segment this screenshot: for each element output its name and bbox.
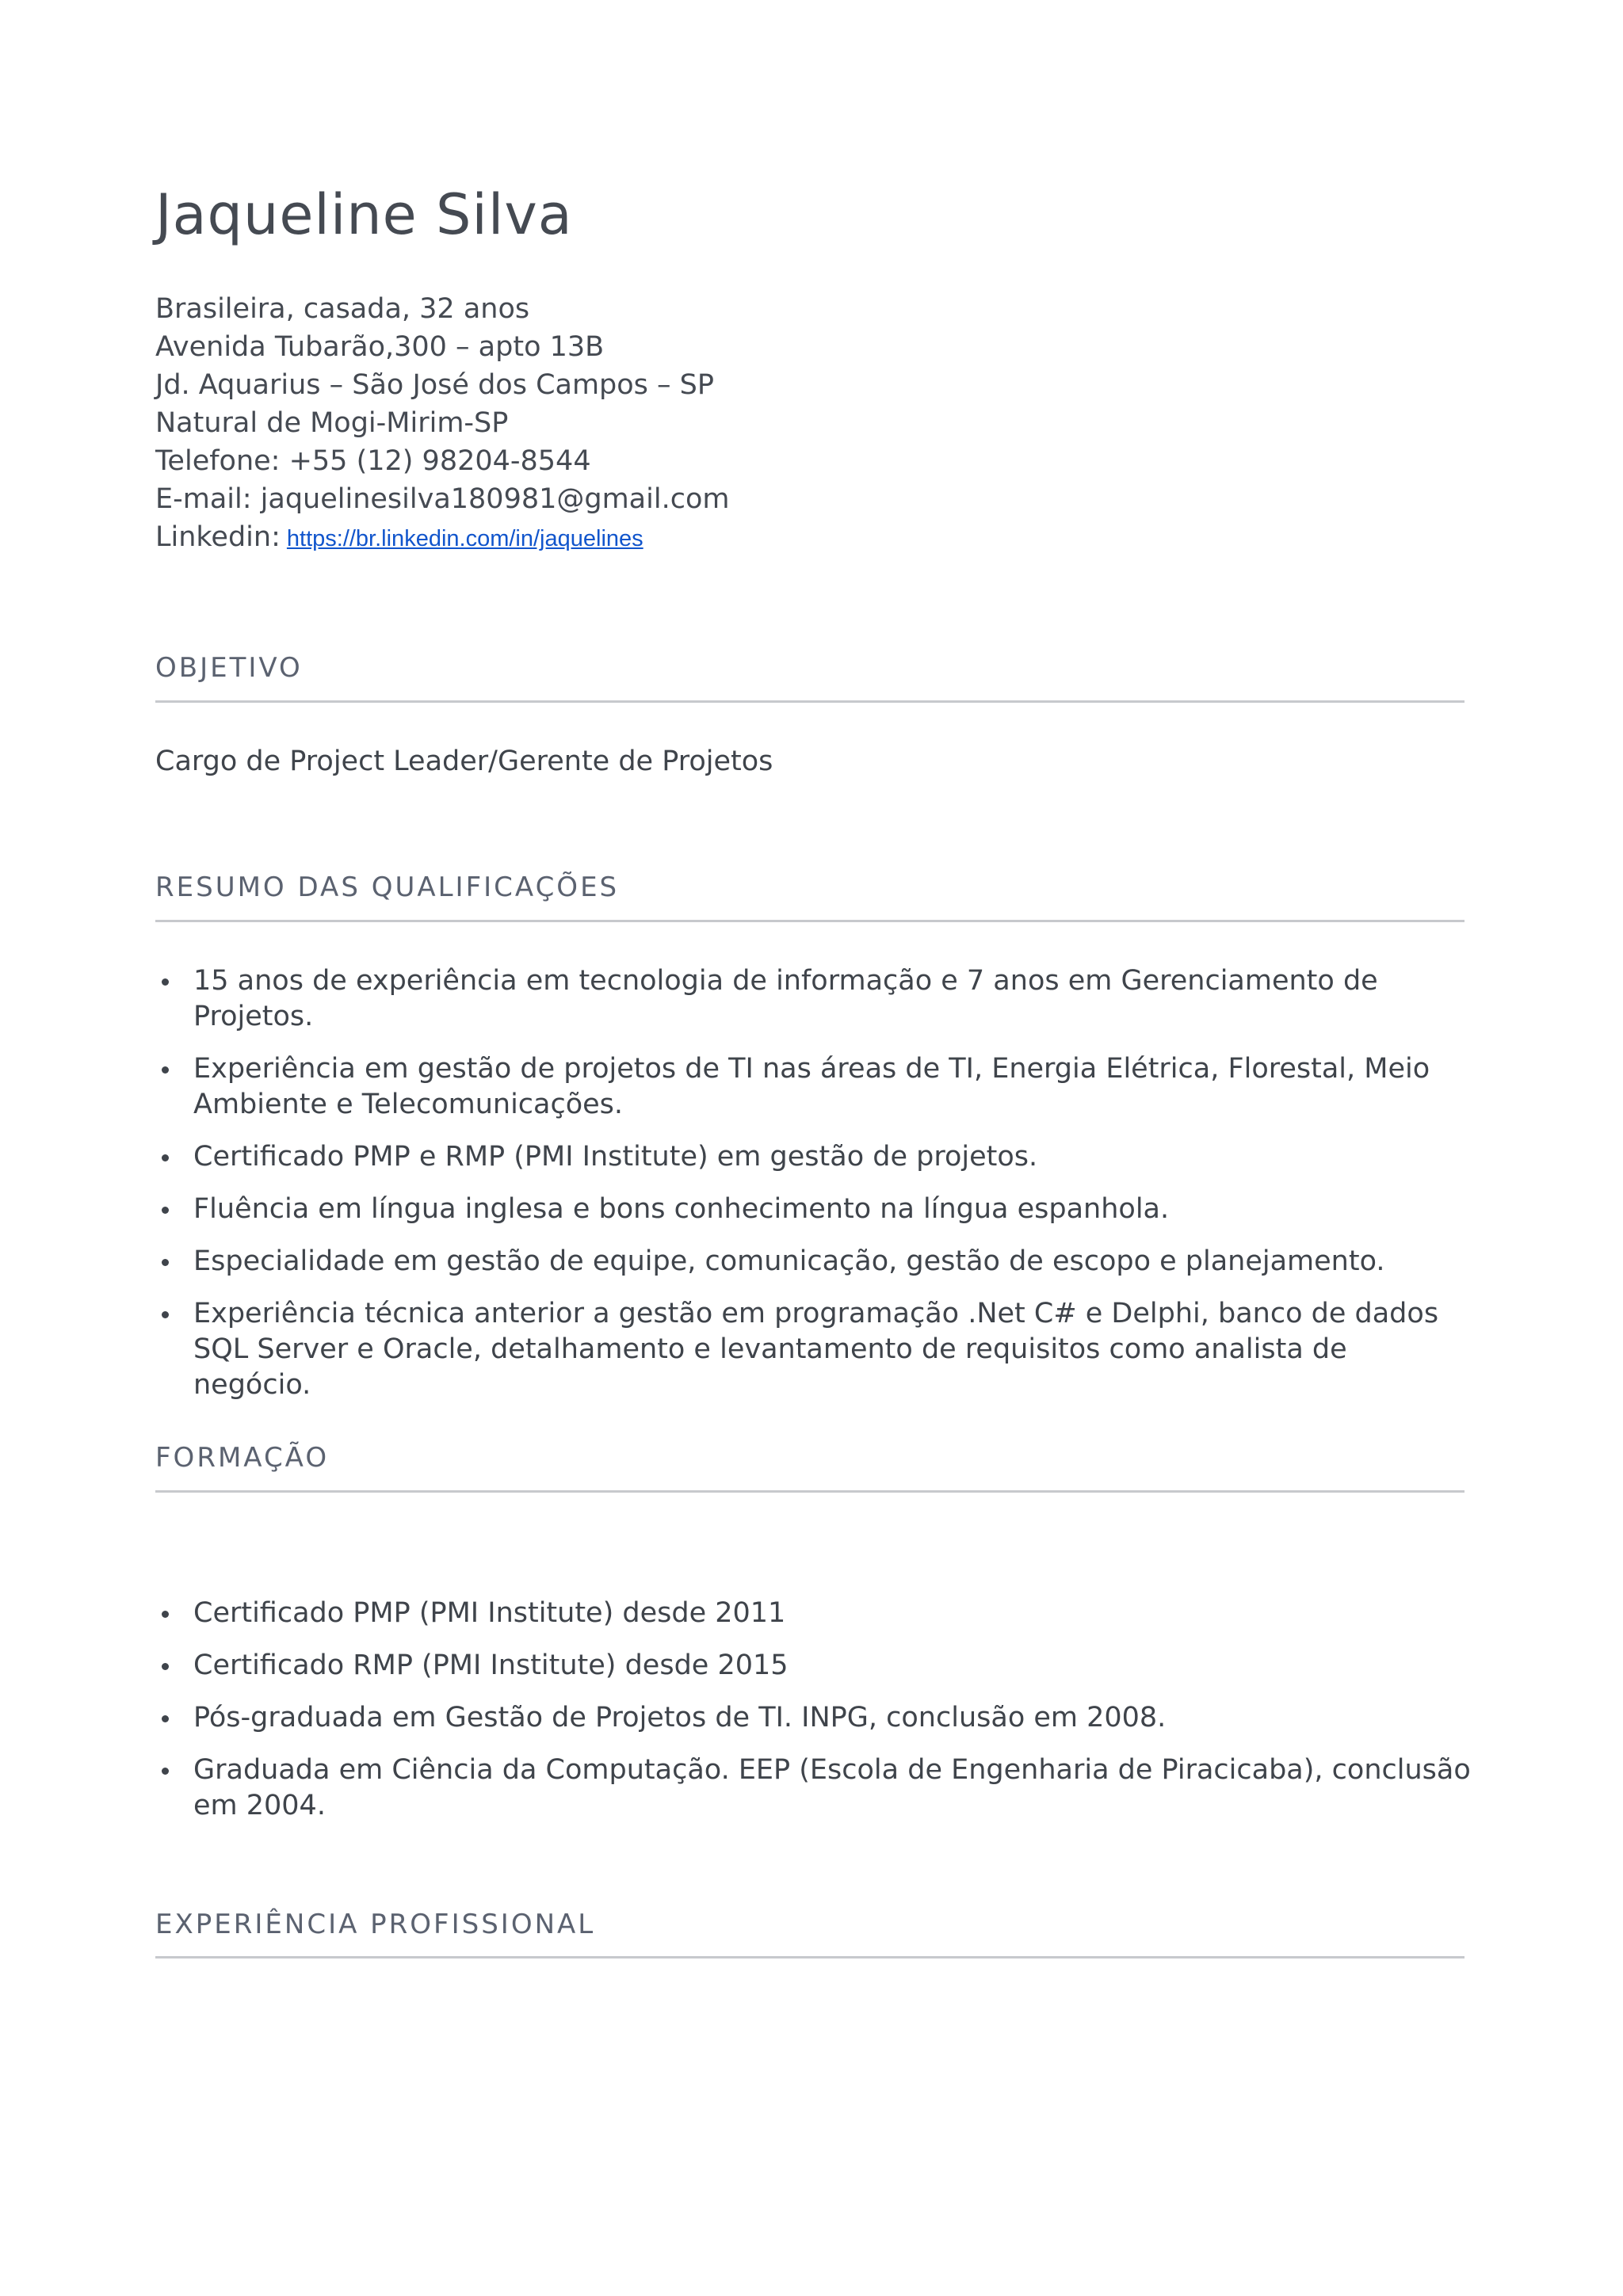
- section-title-resumo: RESUMO DAS QUALIFICAÇÕES: [155, 871, 620, 903]
- list-item: Fluência em língua inglesa e bons conhecimento na língua espanhola.: [155, 1192, 1471, 1227]
- contact-line-address: Avenida Tubarão,300 – apto 13B: [155, 331, 605, 363]
- list-item: Certificado PMP e RMP (PMI Institute) em gestão de projetos.: [155, 1139, 1471, 1175]
- contact-line-birthplace: Natural de Mogi-Mirim-SP: [155, 407, 509, 439]
- contact-line-linkedin: [155, 518, 729, 558]
- list-item: Experiência em gestão de projetos de TI nas áreas de TI, Energia Elétrica, Florestal, Meio Ambiente e Telecomunicações.: [155, 1051, 1471, 1123]
- list-item: Especialidade em gestão de equipe, comunicação, gestão de escopo e planejamento.: [155, 1244, 1471, 1280]
- qualifications-list: [155, 963, 1471, 1420]
- list-item: Certificado PMP (PMI Institute) desde 2011: [155, 1596, 1471, 1631]
- contact-line-personal: Brasileira, casada, 32 anos: [155, 293, 530, 325]
- linkedin-label: Linkedin:: [155, 521, 281, 553]
- list-item: Pós-graduada em Gestão de Projetos de TI. INPG, conclusão em 2008.: [155, 1700, 1471, 1736]
- contact-line-district: Jd. Aquarius – São José dos Campos – SP: [155, 369, 714, 401]
- list-item: Graduada em Ciência da Computação. EEP (Escola de Engenharia de Piracicaba), conclusão em 2004.: [155, 1753, 1471, 1824]
- section-divider: [155, 1490, 1465, 1493]
- section-title-experiencia: EXPERIÊNCIA PROFISSIONAL: [155, 1909, 596, 1940]
- linkedin-link[interactable]: https://br.linkedin.com/in/jaquelines: [286, 526, 643, 551]
- candidate-name: Jaqueline Silva: [155, 182, 573, 247]
- section-divider: [155, 920, 1465, 922]
- list-item: 15 anos de experiência em tecnologia de informação e 7 anos em Gerenciamento de Projetos.: [155, 963, 1471, 1035]
- contact-line-email: E-mail: jaquelinesilva180981@gmail.com: [155, 483, 730, 515]
- objective-text: Cargo de Project Leader/Gerente de Projetos: [155, 746, 773, 777]
- list-item: Experiência técnica anterior a gestão em programação .Net C# e Delphi, banco de dados SQL Server e Oracle, detalhamento e levantamento de requisitos como analista de negócio.: [155, 1296, 1471, 1403]
- section-title-formacao: FORMAÇÃO: [155, 1442, 330, 1474]
- education-list: [155, 1596, 1471, 1840]
- section-title-objetivo: OBJETIVO: [155, 652, 303, 684]
- section-divider: [155, 1956, 1465, 1958]
- contact-line-phone: Telefone: +55 (12) 98204-8544: [155, 445, 591, 477]
- section-divider: [155, 700, 1465, 703]
- list-item: Certificado RMP (PMI Institute) desde 2015: [155, 1648, 1471, 1684]
- contact-info: [155, 290, 729, 558]
